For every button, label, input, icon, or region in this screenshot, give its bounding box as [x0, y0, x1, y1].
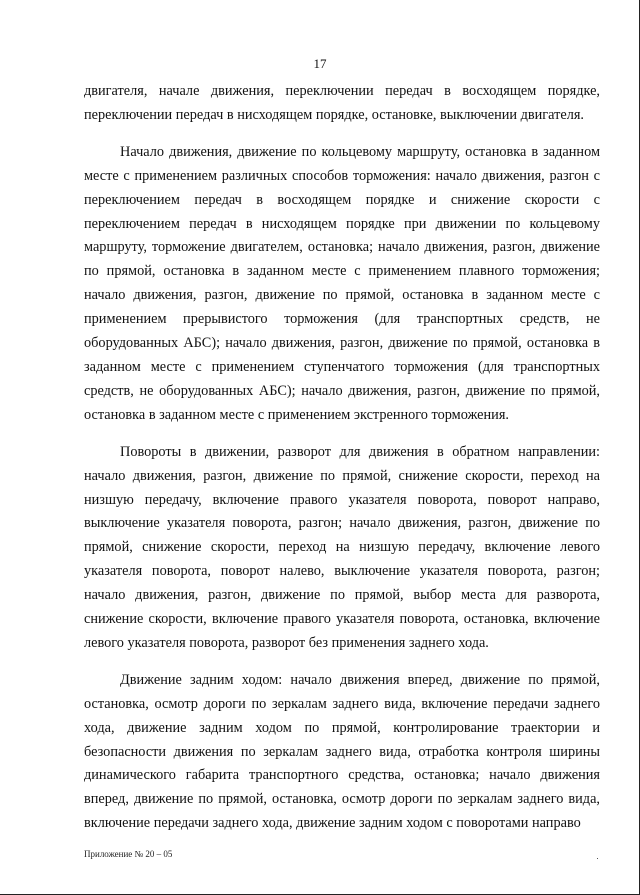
paragraph-continuation: двигателя, начале движения, переключении передач в восходящем порядке, переключении передач в нисходящем порядке, остановке, выключении двигателя.: [84, 83, 600, 123]
paragraph-start-braking: Начало движения, движение по кольцевому маршруту, остановка в заданном месте с применением различных способов торможения: начало движения, разгон с переключением передач в восходящем порядке и снижение скорости с переключением передач в нисходящем порядке при движении по кольцевому маршруту, торможение двигателем, остановка; начало движения, разгон, движение по прямой, остановка в заданном месте с применением плавного торможения; начало движения, разгон, движение по прямой, остановка в заданном месте с применением прерывистого торможения (для транспортных средств, не оборудованных АБС); начало движения, разгон, движение по прямой, остановка в заданном месте с применением ступенчатого торможения (для транспортных средств, не оборудованных АБС); начало движения, разгон, движение по прямой, остановка в заданном месте с применением экстренного торможения.: [84, 143, 600, 423]
scan-speck: [597, 858, 598, 859]
paragraph-turns: Повороты в движении, разворот для движения в обратном направлении: начало движения, разгон, движение по прямой, снижение скорости, переход на низшую передачу, включение правого указателя поворота, поворот направо, выключение указателя поворота, разгон; начало движения, разгон, движение по прямой, снижение скорости, переход на низшую передачу, включение левого указателя поворота, поворот налево, выключение указателя поворота, разгон; начало движения, разгон, движение по прямой, выбор места для разворота, снижение скорости, включение правого указателя поворота, остановка, включение левого указателя поворота, разворот без применения заднего хода.: [84, 443, 600, 651]
paragraph-reverse: Движение задним ходом: начало движения вперед, движение по прямой, остановка, осмотр дороги по зеркалам заднего вида, включение передачи заднего хода, движение задним ходом по прямой, контролирование траектории и безопасности движения по зеркалам заднего вида, отработка контроля ширины динамического габарита транспортного средства, остановка; начало движения вперед, движение по прямой, остановка, осмотр дороги по зеркалам заднего вида, включение передачи заднего хода, движение задним ходом с поворотами направо: [84, 671, 600, 832]
footer-appendix-label: Приложение № 20 – 05: [84, 849, 173, 859]
document-body: [84, 80, 600, 836]
page-number: 17: [313, 56, 327, 71]
